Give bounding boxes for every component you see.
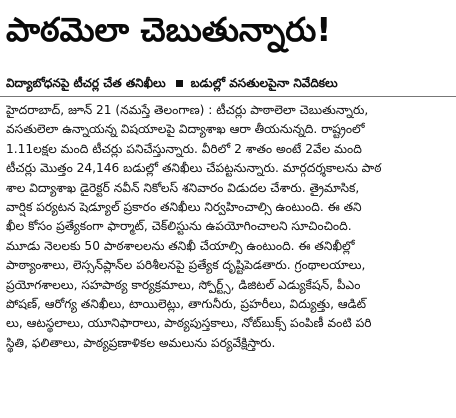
subhead-row (6, 72, 452, 94)
subhead-2: బడుల్లో వసతులపైనా నివేదికలు (190, 76, 338, 90)
divider (0, 96, 456, 97)
body-line: ప్రయోగశాలలు, సహపాఠ్య కార్యక్రమాలు, స్పోర్ట్స్, డిజిటల్ ఎడ్యుకేషన్, పీఎం (6, 277, 361, 292)
article-body (6, 101, 450, 353)
body-line: పోషణ్, ఆరోగ్య తనిఖీలు, టాయిలెట్లు, తాగునీరు, ప్రహరీలు, విద్యుత్తు, ఆడిట్ (6, 296, 367, 311)
subhead-1: విద్యాబోధనపై టీచర్ల చేత తనిఖీలు (6, 76, 166, 90)
body-line: పాఠ్యాంశాలు, లెస్సన్‌ప్లాన్‌ల పరిశీలనపై ప్రత్యేక దృష్టిపెడతారు. గ్రంథాలయాలు, (6, 258, 366, 273)
body-line: టీచర్లు మొత్తం 24,146 బడుల్లో తనిఖీలు చేపట్టనున్నారు. మార్గదర్శకాలను పాఠ (6, 161, 382, 176)
body-line: ఖీల కోసం ప్రత్యేకంగా ఫార్మాట్, చెక్‌లిస్టును ఉపయోగించాలని సూచించింది. (6, 219, 352, 234)
headline: పాఠమెలా చెబుతున్నారు! (6, 10, 332, 49)
body-line: మూడు నెలలకు 50 పాఠశాలలను తనిఖీ చేయాల్సి ఉంటుంది. ఈ తనిఖీల్లో (6, 238, 355, 253)
body-line: లు, ఆటస్థలాలు, యూనిఫారాలు, పాఠ్యపుస్తకాలు, నోట్‌బుక్స్ పంపిణీ వంటి పరి (6, 316, 372, 331)
bullet-square-icon (176, 80, 183, 87)
body-line: శాల విద్యాశాఖ డైరెక్టర్ నవీన్ నికోలస్ శనివారం విడుదల చేశారు. త్రైమాసిక, (6, 180, 360, 195)
body-line: స్థితి, ఫలితాలు, పాఠ్యప్రణాళికల అమలును పర్యవేక్షిస్తారు. (6, 335, 276, 350)
body-line: హైదరాబాద్, జూన్ 21 (నమస్తే తెలంగాణ) : టీచర్లు పాఠాలెలా చెబుతున్నారు, (6, 103, 369, 117)
body-line: వార్షిక పర్యటన షెడ్యూల్ ప్రకారం తనిఖీలు నిర్వహించాల్సి ఉంటుంది. ఈ తని (6, 199, 362, 214)
body-line: 1.11లక్షల మంది టీచర్లు పనిచేస్తున్నారు. వీరిలో 2 శాతం అంటే 2వేల మంది (6, 141, 362, 156)
body-line: వసతులెలా ఉన్నాయన్న విషయాలపై విద్యాశాఖ ఆరా తీయనున్నది. రాష్ట్రంలో (6, 122, 365, 137)
